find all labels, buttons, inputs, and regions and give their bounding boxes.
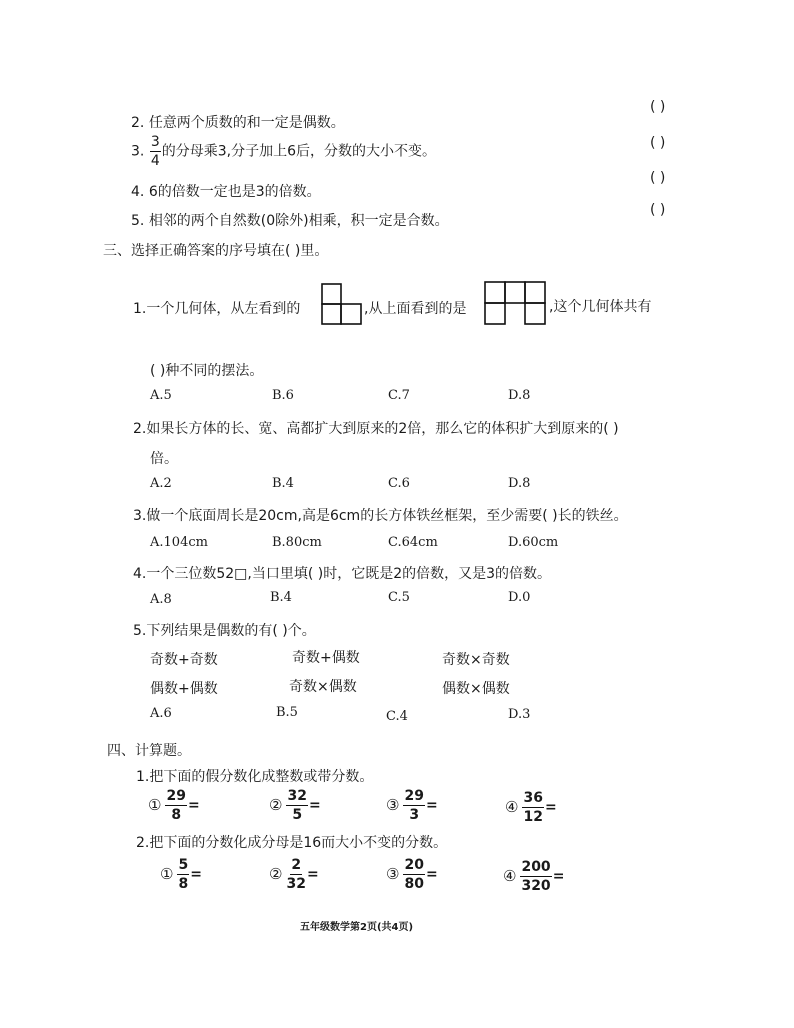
equals-sign: =: [308, 797, 321, 814]
calc-item-1: ① $\frac{29}{8}$ =: [148, 788, 200, 823]
item-text: 的分母乘3,分子加上6后，分数的大小不变。: [161, 143, 436, 160]
expression: 偶数+偶数: [150, 681, 218, 697]
equals-sign: =: [425, 797, 438, 814]
option-c[interactable]: C.5: [388, 590, 410, 605]
answer-paren[interactable]: ( ): [650, 135, 666, 151]
equals-sign: =: [306, 866, 319, 883]
section-heading: 四、计算题。: [107, 743, 191, 759]
q4-text: 4.一个三位数52□,当口里填( )时，它既是2的倍数，又是3的倍数。: [133, 566, 552, 582]
calc-item-3: ③ $\frac{29}{3}$ =: [386, 788, 438, 823]
option-b[interactable]: B.80cm: [272, 535, 322, 550]
option-a[interactable]: A.5: [150, 388, 172, 403]
option-c[interactable]: C.4: [386, 709, 408, 724]
expression: 奇数×奇数: [442, 652, 510, 668]
option-c[interactable]: C.7: [388, 388, 410, 403]
option-a[interactable]: A.2: [150, 476, 172, 491]
option-c[interactable]: C.64cm: [388, 535, 438, 550]
option-d[interactable]: D.3: [508, 707, 531, 722]
option-b[interactable]: B.5: [276, 705, 298, 720]
judge-item-3: [131, 135, 436, 168]
item-number: 5.: [131, 213, 145, 229]
calc-item-3: ③ $\frac{20}{80}$ =: [386, 857, 438, 892]
equals-sign: =: [552, 868, 565, 885]
calc-item-4: ④ $\frac{200}{320}$ =: [503, 859, 565, 894]
q3-text: 3.做一个底面周长是20cm,高是6cm的长方体铁丝框架，至少需要( )长的铁丝。: [133, 508, 628, 524]
item-text: 6的倍数一定也是3的倍数。: [148, 184, 321, 200]
equals-sign: =: [187, 797, 200, 814]
page-footer: 五年级数学第2页(共4页): [300, 922, 414, 933]
q1-part1: 1.一个几何体，从左看到的: [133, 301, 301, 317]
fraction: $\frac{3}{4}$: [150, 134, 160, 169]
expression: 偶数×偶数: [442, 681, 510, 697]
equals-sign: =: [190, 866, 202, 883]
judge-item-2: [131, 112, 345, 132]
item-number: 2.: [131, 115, 145, 131]
judge-item-4: [131, 181, 321, 201]
option-b[interactable]: B.6: [272, 388, 294, 403]
calc-q2-text: 2.把下面的分数化成分母是16而大小不变的分数。: [136, 835, 448, 851]
option-d[interactable]: D.8: [508, 388, 531, 403]
calc-item-2: ② $\frac{2}{32}$ =: [269, 857, 319, 892]
q5-text: 5.下列结果是偶数的有( )个。: [133, 623, 316, 639]
option-a[interactable]: A.6: [150, 706, 172, 721]
option-a[interactable]: A.104cm: [150, 535, 208, 550]
q1-part2: ,从上面看到的是: [364, 301, 467, 317]
q1-line2: ( )种不同的摆法。: [150, 363, 264, 379]
option-d[interactable]: D.0: [508, 590, 531, 605]
answer-paren[interactable]: ( ): [650, 99, 666, 115]
top-view-figure: [483, 280, 549, 326]
judge-item-5: [131, 210, 449, 230]
expression: 奇数×偶数: [289, 679, 357, 695]
option-b[interactable]: B.4: [270, 590, 292, 605]
option-b[interactable]: B.4: [272, 476, 294, 491]
answer-paren[interactable]: ( ): [650, 202, 666, 218]
item-text: 相邻的两个自然数(0除外)相乘，积一定是合数。: [148, 213, 449, 229]
item-text: 任意两个质数的和一定是偶数。: [148, 115, 345, 131]
calc-item-1: ① $\frac{5}{8}$ =: [160, 857, 202, 892]
option-a[interactable]: A.8: [150, 592, 172, 607]
expression: 奇数+偶数: [292, 650, 360, 666]
q2-line2: 倍。: [150, 451, 178, 467]
item-number: 3.: [131, 143, 145, 160]
equals-sign: =: [544, 799, 557, 816]
option-c[interactable]: C.6: [388, 476, 410, 491]
option-d[interactable]: D.8: [508, 476, 531, 491]
calc-q1-text: 1.把下面的假分数化成整数或带分数。: [136, 769, 374, 785]
equals-sign: =: [425, 866, 438, 883]
expression: 奇数+奇数: [150, 652, 218, 668]
answer-paren[interactable]: ( ): [650, 170, 666, 186]
q1-part3: ,这个几何体共有: [549, 299, 652, 315]
option-d[interactable]: D.60cm: [508, 535, 559, 550]
section-heading: 三、选择正确答案的序号填在( )里。: [103, 243, 329, 259]
q2-text: 2.如果长方体的长、宽、高都扩大到原来的2倍，那么它的体积扩大到原来的( ): [133, 421, 619, 437]
calc-item-4: ④ $\frac{36}{12}$ =: [505, 790, 557, 825]
item-number: 4.: [131, 184, 145, 200]
left-view-figure: [320, 282, 364, 326]
calc-item-2: ② $\frac{32}{5}$ =: [269, 788, 321, 823]
